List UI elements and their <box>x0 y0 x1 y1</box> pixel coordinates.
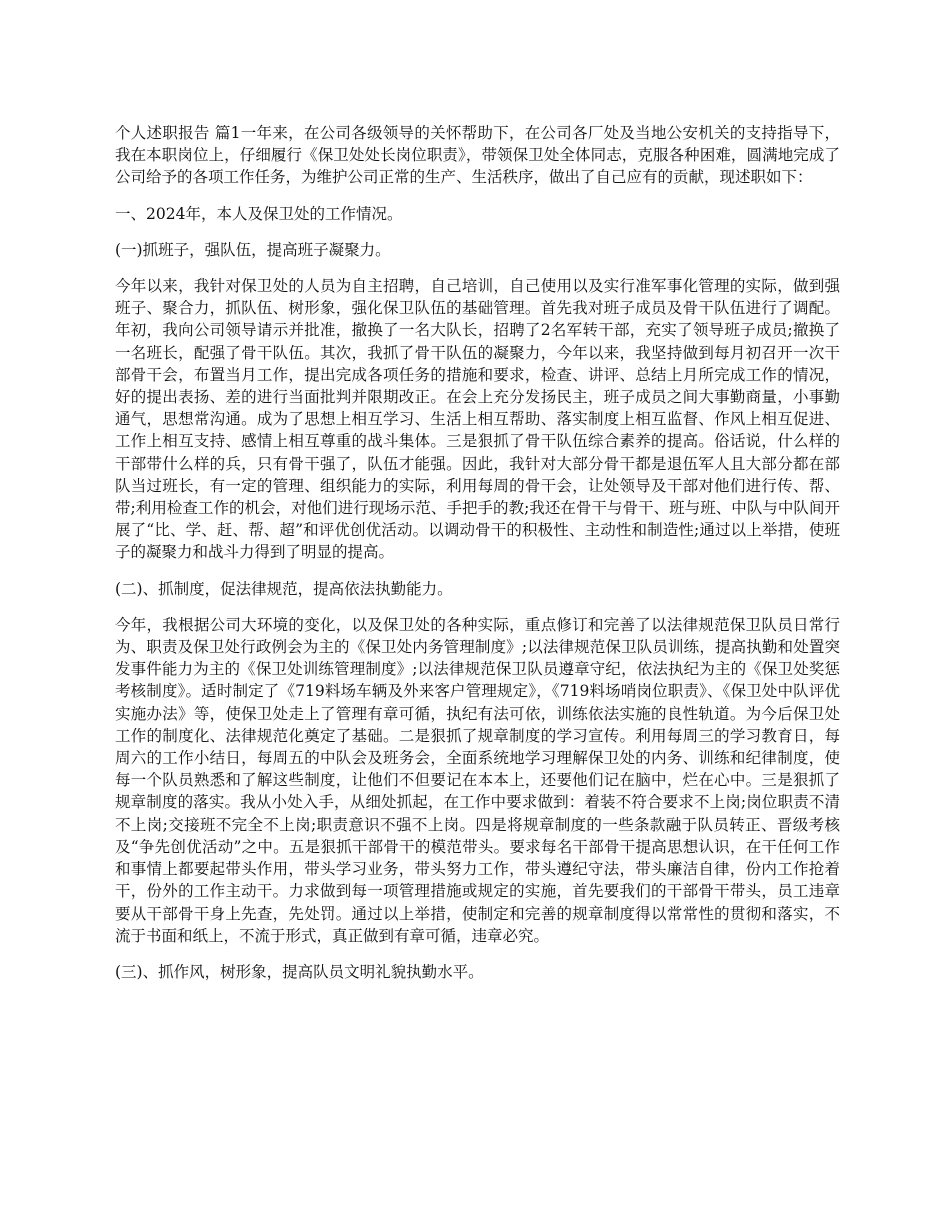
intro-paragraph: 个人述职报告 篇1一年来，在公司各级领导的关怀帮助下，在公司各厂处及当地公安机关的支持指导下，我在本职岗位上，仔细履行《保卫处处长岗位职责》，带领保卫处全体同志，克服各种困难，圆满地完成了公司给予的各项工作任务，为维护公司正常的生产、生活秩序，做出了自己应有的贡献，现述职如下： <box>115 124 840 187</box>
subsection-heading-2: (二)、抓制度，促法律规范，提高依法执勤能力。 <box>115 579 453 598</box>
document-body <box>115 122 840 997</box>
body-paragraph-team: 今年以来，我针对保卫处的人员为自主招聘，自己培训，自己使用以及实行准军事化管理的实际，做到强班子、聚合力，抓队伍、树形象，强化保卫队伍的基础管理。首先我对班子成员及骨干队伍进行了调配。年初，我向公司领导请示并批准，撤换了一名大队长，招聘了2名军转干部，充实了领导班子成员;撤换了一名班长，配强了骨干队伍。其次，我抓了骨干队伍的凝聚力，今年以来，我坚持做到每月初召开一次干部骨干会，布置当月工作，提出完成各项任务的措施和要求，检查、讲评、总结上月所完成工作的情况，好的提出表扬、差的进行当面批判并限期改正。在会上充分发扬民主，班子成员之间大事勤商量，小事勤通气，思想常沟通。成为了思想上相互学习、生活上相互帮助、落实制度上相互监督、作风上相互促进、工作上相互支持、感情上相互尊重的战斗集体。三是狠抓了骨干队伍综合素养的提高。俗话说，什么样的干部带什么样的兵，只有骨干强了，队伍才能强。因此，我针对大部分骨干都是退伍军人且大部分都在部队当过班长，有一定的管理、组织能力的实际，利用每周的骨干会，让处领导及干部对他们进行传、帮、带;利用检查工作的机会，对他们进行现场示范、手把手的教;我还在骨干与骨干、班与班、中队与中队间开展了“比、学、赶、帮、超”和评优创优活动。以调动骨干的积极性、主动性和制造性;通过以上举措，使班子的凝聚力和战斗力得到了明显的提高。 <box>115 277 840 562</box>
body-paragraph-rules: 今年，我根据公司大环境的变化，以及保卫处的各种实际，重点修订和完善了以法律规范保卫队员日常行为、职责及保卫处行政例会为主的《保卫处内务管理制度》;以法律规范保卫队员训练，提高执勤和处置突发事件能力为主的《保卫处训练管理制度》;以法律规范保卫队员遵章守纪，依法执纪为主的《保卫处奖惩考核制度》。适时制定了《719料场车辆及外来客户管理规定》，《719料场哨岗位职责》、《保卫处中队评优实施办法》等，使保卫处走上了管理有章可循，执纪有法可依，训练依法实施的良性轨道。为今后保卫处工作的制度化、法律规范化奠定了基础。二是狠抓了规章制度的学习宣传。利用每周三的学习教育日，每周六的工作小结日，每周五的中队会及班务会，全面系统地学习理解保卫处的内务、训练和纪律制度，使每一个队员熟悉和了解这些制度，让他们不但要记在本本上，还要他们记在脑中，烂在心中。三是狠抓了规章制度的落实。我从小处入手，从细处抓起，在工作中要求做到：着装不符合要求不上岗;岗位职责不清不上岗;交接班不完全不上岗;职责意识不强不上岗。四是将规章制度的一些条款融于队员转正、晋级考核及“争先创优活动”之中。五是狠抓干部骨干的模范带头。要求每名干部骨干提高思想认识，在干任何工作和事情上都要起带头作用，带头学习业务，带头努力工作，带头遵纪守法，带头廉洁自律，份内工作抢着干，份外的工作主动干。力求做到每一项管理措施或规定的实施，首先要我们的干部骨干带头，员工违章要从干部骨干身上先查，先处罚。通过以上举措，使制定和完善的规章制度得以常常性的贯彻和落实，不流于书面和纸上，不流于形式，真正做到有章可循，违章必究。 <box>115 615 840 945</box>
subsection-heading-1: (一)抓班子，强队伍，提高班子凝聚力。 <box>115 240 391 259</box>
section-heading-1: 一、2024年，本人及保卫处的工作情况。 <box>115 204 403 223</box>
subsection-heading-3: (三)、抓作风，树形象，提高队员文明礼貌执勤水平。 <box>115 962 484 981</box>
